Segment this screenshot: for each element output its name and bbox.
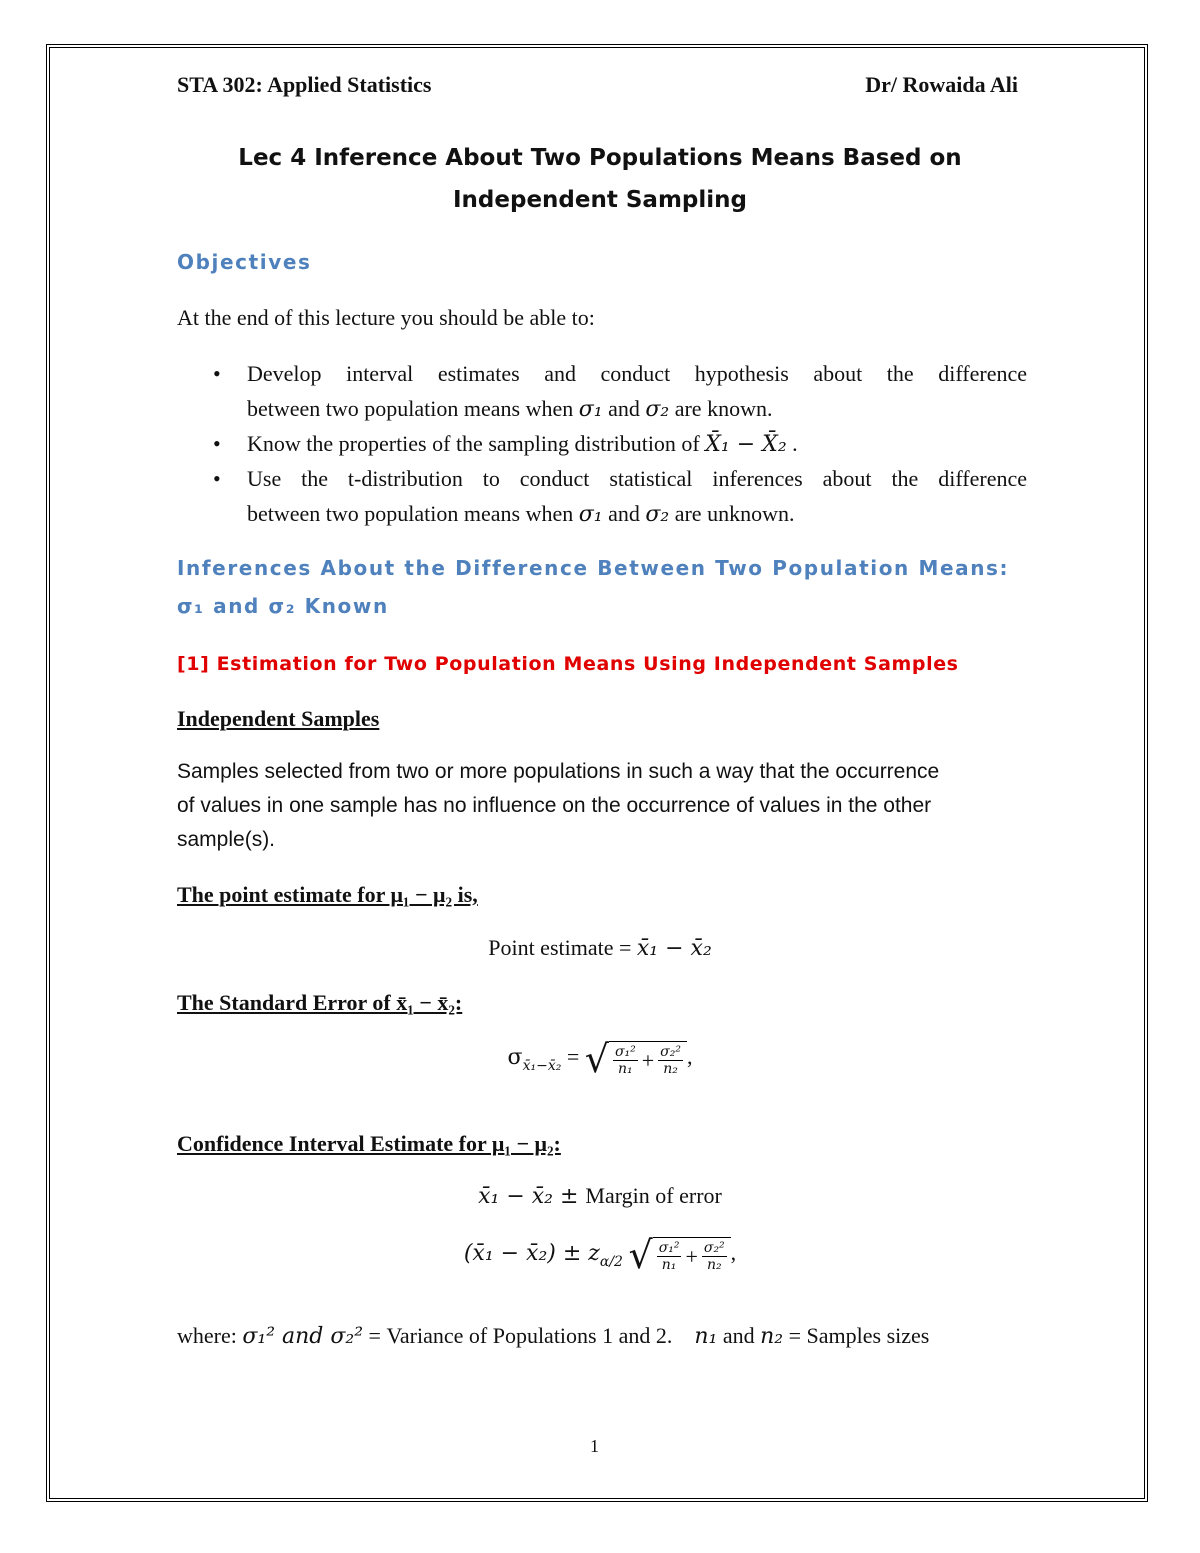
objective-2-line1: Know the properties of the sampling distribution of X̄₁ − X̄₂ . <box>247 431 798 457</box>
sqrt-symbol: √ $\frac{\text{σ₁²}}{\text{n₁}}$ + $\frac{\text{σ₂²}}{\text{n₂}}$ <box>628 1236 730 1274</box>
lecture-title-line1: Lec 4 Inference About Two Populations Means Based on <box>238 145 962 171</box>
objectives-heading: Objectives <box>177 250 312 274</box>
objectives-intro: At the end of this lecture you should be able to: <box>177 305 595 330</box>
objective-1-line2: between two population means when σ₁ and σ₂ are known. <box>247 396 773 422</box>
objective-1-line1: Develop interval estimates and conduct hypothesis about the difference <box>247 361 1027 386</box>
where-line: where: σ₁² and σ₂² = Variance of Populations 1 and 2. n₁ and n₂ = Samples sizes <box>177 1323 930 1349</box>
point-estimate-heading: The point estimate for μ₁ − μ₂ is, <box>177 882 478 907</box>
objective-item-3 <box>177 461 1027 532</box>
definition-line2: of values in one sample has no influence on the occurrence of values in the other <box>177 794 932 817</box>
bullet-icon: • <box>213 431 221 456</box>
ci-formula: (x̄₁ − x̄₂) ± $z_{\alpha/2}$ √ $\frac{\text{σ₁²}}{\text{n₁}}$ + $\frac{\text{σ₂²}}{\text{n₂}}$ , <box>463 1233 737 1277</box>
objective-item-1 <box>177 356 1027 427</box>
confidence-interval-heading: Confidence Interval Estimate for μ₁ − μ₂: <box>177 1131 561 1156</box>
point-estimate-formula: Point estimate = x̄₁ − x̄₂ <box>488 935 712 961</box>
page-number: 1 <box>590 1436 599 1456</box>
lecture-title-line2: Independent Sampling <box>453 187 747 213</box>
objective-3-line2: between two population means when σ₁ and σ₂ are unknown. <box>247 501 795 527</box>
standard-error-formula: $\sigma_{x̄_1-x̄_2}$ = √ $\frac{\text{σ₁²}}{\text{n₁}}$ + $\frac{\text{σ₂²}}{\text{n₂}}$ , <box>507 1037 693 1081</box>
course-header: STA 302: Applied Statistics <box>177 72 432 97</box>
standard-error-heading: The Standard Error of x̄₁ − x̄₂: <box>177 990 463 1015</box>
bullet-icon: • <box>213 466 221 491</box>
objective-item-2 <box>177 426 1027 462</box>
ci-margin-line: x̄₁ − x̄₂ ± Margin of error <box>478 1183 722 1209</box>
definition-line3: sample(s). <box>177 828 276 851</box>
instructor-header: Dr/ Rowaida Ali <box>865 72 1018 97</box>
subsection-heading: [1] Estimation for Two Population Means Using Independent Samples <box>177 653 959 675</box>
bullet-icon: • <box>213 361 221 386</box>
independent-samples-heading: Independent Samples <box>177 706 380 731</box>
objective-3-line1: Use the t-distribution to conduct statistical inferences about the difference <box>247 466 1027 491</box>
section-heading-line1: Inferences About the Difference Between Two Population Means: <box>177 556 1010 580</box>
section-heading-line2: σ₁ and σ₂ Known <box>177 594 389 618</box>
sqrt-symbol: √ $\frac{\text{σ₁²}}{\text{n₁}}$ + $\frac{\text{σ₂²}}{\text{n₂}}$ <box>585 1040 687 1078</box>
definition-line1: Samples selected from two or more populations in such a way that the occurrence <box>177 760 940 783</box>
